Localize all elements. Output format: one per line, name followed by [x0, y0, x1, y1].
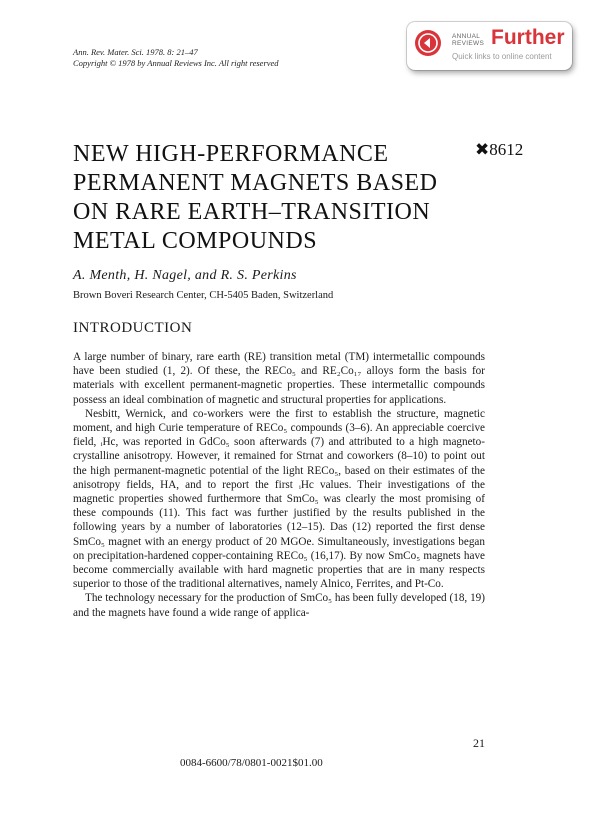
paragraph: A large number of binary, rare earth (RE) transition metal (TM) intermetallic compounds have been studied (1, 2). Of these, the RECo₅ and RE₂Co₁₇ alloys form the basis for materials with excellent permanent-magnetic properties. These intermetallic compounds possess an ideal combination of magnetic and structural properties for applications.: [73, 351, 485, 406]
further-tagline: Quick links to online content: [452, 52, 552, 61]
article-title: NEW HIGH-PERFORMANCE PERMANENT MAGNETS BASED ON RARE EARTH–TRANSITION METAL COMPOUNDS: [73, 141, 438, 254]
page-number: 21: [473, 736, 485, 750]
further-label: Further: [491, 26, 565, 49]
annual-reviews-logo: [452, 33, 484, 47]
annual-line: ANNUAL: [452, 33, 481, 40]
copyright-line: Copyright © 1978 by Annual Reviews Inc. All right reserved: [73, 58, 279, 68]
arrow-left-icon: [415, 30, 441, 56]
paragraph: The technology necessary for the production of SmCo₅ has been fully developed (18, 19) and the magnets have found a wide range of applica-: [73, 592, 485, 619]
section-heading: INTRODUCTION: [73, 320, 193, 336]
authors: A. Menth, H. Nagel, and R. S. Perkins: [73, 268, 297, 283]
further-badge[interactable]: [407, 22, 572, 70]
reviews-line: REVIEWS: [452, 40, 485, 47]
journal-reference: [73, 47, 279, 69]
paragraph: Nesbitt, Wernick, and co-workers were the first to establish the structure, magnetic moment, and high Curie temperature of RECo₅ compounds (3–6). An appreciable coercive field, ᵢHc, was reported in GdCo₅ soon afterwards (7) and attributed to a high magneto-crystalline anisotropy. However, it remained for Strnat and coworkers (8–10) to point out the high permanent-magnetic potential of the light RECo₅, based on their estimates of the anisotropy fields, HA, and to report the first ᵢHc values. Their investigations of the magnetic properties showed furthermore that SmCo₅ was clearly the most promising of these compounds (11). This fact was further justified by the results published in the following years by a number of laboratories (12–15). Das (12) reported the first dense SmCo₅ magnet with an energy product of 20 MGOe. Simultaneously, investigations began on precipitation-hardened copper-containing RECo₅ (16,17). By now SmCo₅ magnets have become commercially available with hard magnetic properties that are in many respects superior to those of the traditional alternatives, namely Alnico, Ferrites, and Pt-Co.: [73, 407, 485, 591]
price-code: 0084-6600/78/0801-0021$01.00: [180, 757, 323, 769]
article-code: ✖8612: [475, 140, 524, 159]
affiliation: Brown Boveri Research Center, CH-5405 Baden, Switzerland: [73, 290, 334, 301]
body-text: [73, 350, 485, 620]
journal-line: Ann. Rev. Mater. Sci. 1978. 8: 21–47: [73, 47, 198, 57]
